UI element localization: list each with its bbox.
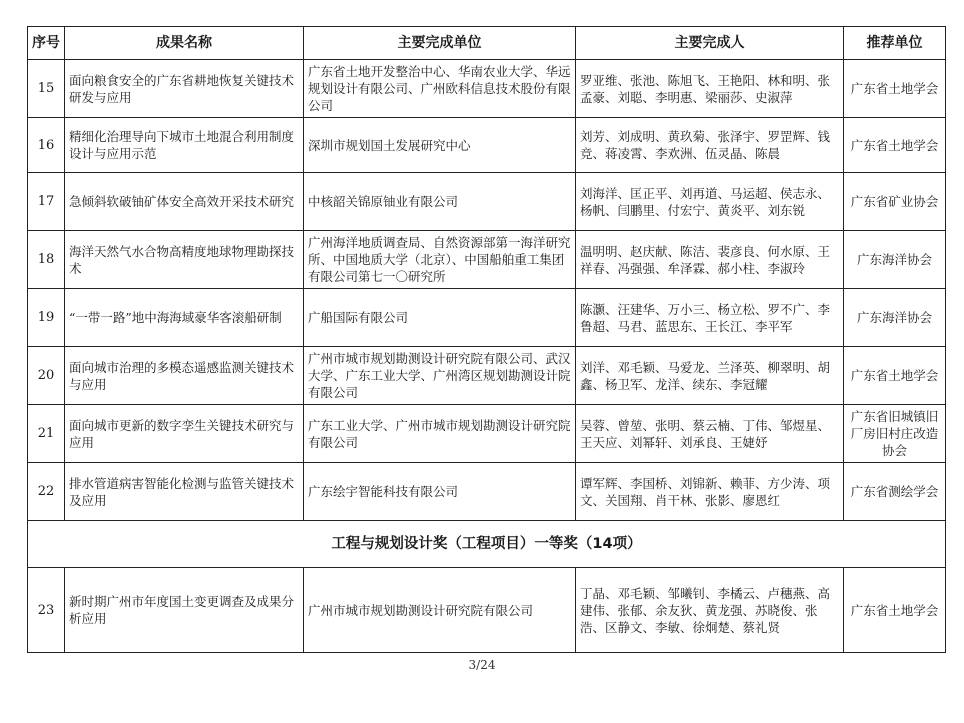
main-units: 广东绘宇智能科技有限公司 xyxy=(304,463,576,521)
row-number: 16 xyxy=(28,118,65,173)
achievement-name: 急倾斜软破铀矿体安全高效开采技术研究 xyxy=(65,173,304,231)
main-units: 广州海洋地质调查局、自然资源部第一海洋研究所、中国地质大学（北京）、中国船舶重工集团有限公司第七一〇研究所 xyxy=(304,231,576,289)
achievement-name: 新时期广州市年度国土变更调查及成果分析应用 xyxy=(65,568,304,653)
section-header-row xyxy=(28,521,946,568)
main-people: 温明明、赵庆献、陈洁、裴彦良、何水原、王祥春、冯强强、牟泽霖、郝小柱、李淑玲 xyxy=(576,231,844,289)
table-row xyxy=(28,568,946,653)
recommender: 广东省土地学会 xyxy=(844,568,946,653)
recommender: 广东省旧城镇旧厂房旧村庄改造协会 xyxy=(844,405,946,463)
main-people: 谭军辉、李国桥、刘锦新、赖菲、方少涛、项文、关国翔、肖干林、张影、廖恩红 xyxy=(576,463,844,521)
recommender: 广东省测绘学会 xyxy=(844,463,946,521)
row-number: 19 xyxy=(28,289,65,347)
recommender: 广东省土地学会 xyxy=(844,347,946,405)
main-units: 广东工业大学、广州市城市规划勘测设计研究院有限公司 xyxy=(304,405,576,463)
main-people: 吴蓉、曾堃、张明、蔡云楠、丁伟、邹煜星、王天应、刘幂轩、刘承良、王婕妤 xyxy=(576,405,844,463)
header-achievement-name: 成果名称 xyxy=(65,27,304,60)
main-units: 广东省土地开发整治中心、华南农业大学、华远规划设计有限公司、广州欧科信息技术股份有限公司 xyxy=(304,60,576,118)
main-people: 陈灏、汪建华、万小三、杨立松、罗不广、李鲁超、马君、蓝思东、王长江、李平军 xyxy=(576,289,844,347)
table-row xyxy=(28,347,946,405)
row-number: 18 xyxy=(28,231,65,289)
achievement-name: “一带一路”地中海海域豪华客滚船研制 xyxy=(65,289,304,347)
recommender: 广东省土地学会 xyxy=(844,118,946,173)
row-number: 21 xyxy=(28,405,65,463)
achievement-name: 排水管道病害智能化检测与监管关键技术及应用 xyxy=(65,463,304,521)
main-units: 广州市城市规划勘测设计研究院有限公司 xyxy=(304,568,576,653)
table-row xyxy=(28,173,946,231)
main-units: 广州市城市规划勘测设计研究院有限公司、武汉大学、广东工业大学、广州湾区规划勘测设计院有限公司 xyxy=(304,347,576,405)
section-title: 工程与规划设计奖（工程项目）一等奖（14项） xyxy=(28,521,946,568)
main-people: 刘洋、邓毛颖、马爱龙、兰泽英、柳翠明、胡鑫、杨卫军、龙洋、续东、李冠耀 xyxy=(576,347,844,405)
achievement-name: 精细化治理导向下城市土地混合利用制度设计与应用示范 xyxy=(65,118,304,173)
main-units: 深圳市规划国土发展研究中心 xyxy=(304,118,576,173)
table-header-row xyxy=(28,27,946,60)
table-row xyxy=(28,405,946,463)
page-number: 3/24 xyxy=(468,658,496,672)
recommender: 广东海洋协会 xyxy=(844,231,946,289)
table-row xyxy=(28,463,946,521)
main-people: 刘芳、刘成明、黄玖菊、张泽宇、罗罡辉、钱竞、蒋凌霄、李欢洲、伍灵晶、陈晨 xyxy=(576,118,844,173)
header-main-people: 主要完成人 xyxy=(576,27,844,60)
award-table xyxy=(27,26,946,653)
main-people: 罗亚维、张池、陈旭飞、王艳阳、林和明、张孟豪、刘聪、李明惠、梁丽莎、史淑萍 xyxy=(576,60,844,118)
header-recommender: 推荐单位 xyxy=(844,27,946,60)
row-number: 15 xyxy=(28,60,65,118)
row-number: 17 xyxy=(28,173,65,231)
achievement-name: 面向粮食安全的广东省耕地恢复关键技术研发与应用 xyxy=(65,60,304,118)
main-units: 广船国际有限公司 xyxy=(304,289,576,347)
achievement-name: 面向城市更新的数字孪生关键技术研究与应用 xyxy=(65,405,304,463)
header-serial-number: 序号 xyxy=(28,27,65,60)
row-number: 23 xyxy=(28,568,65,653)
table-row xyxy=(28,118,946,173)
row-number: 20 xyxy=(28,347,65,405)
main-units: 中核韶关锦原铀业有限公司 xyxy=(304,173,576,231)
table-row xyxy=(28,231,946,289)
achievement-name: 面向城市治理的多模态遥感监测关键技术与应用 xyxy=(65,347,304,405)
row-number: 22 xyxy=(28,463,65,521)
recommender: 广东省矿业协会 xyxy=(844,173,946,231)
recommender: 广东海洋协会 xyxy=(844,289,946,347)
header-main-units: 主要完成单位 xyxy=(304,27,576,60)
achievement-name: 海洋天然气水合物高精度地球物理勘探技术 xyxy=(65,231,304,289)
main-people: 刘海洋、匡正平、刘再道、马运超、侯志永、杨帆、闫鹏里、付宏宁、黄炎平、刘东锐 xyxy=(576,173,844,231)
main-people: 丁晶、邓毛颖、邹曦钊、李橘云、卢穗燕、高建伟、张郁、余友狄、黄龙强、苏晓俊、张浩、区静文、李敏、徐炯楚、蔡礼贤 xyxy=(576,568,844,653)
table-row xyxy=(28,289,946,347)
recommender: 广东省土地学会 xyxy=(844,60,946,118)
table-row xyxy=(28,60,946,118)
